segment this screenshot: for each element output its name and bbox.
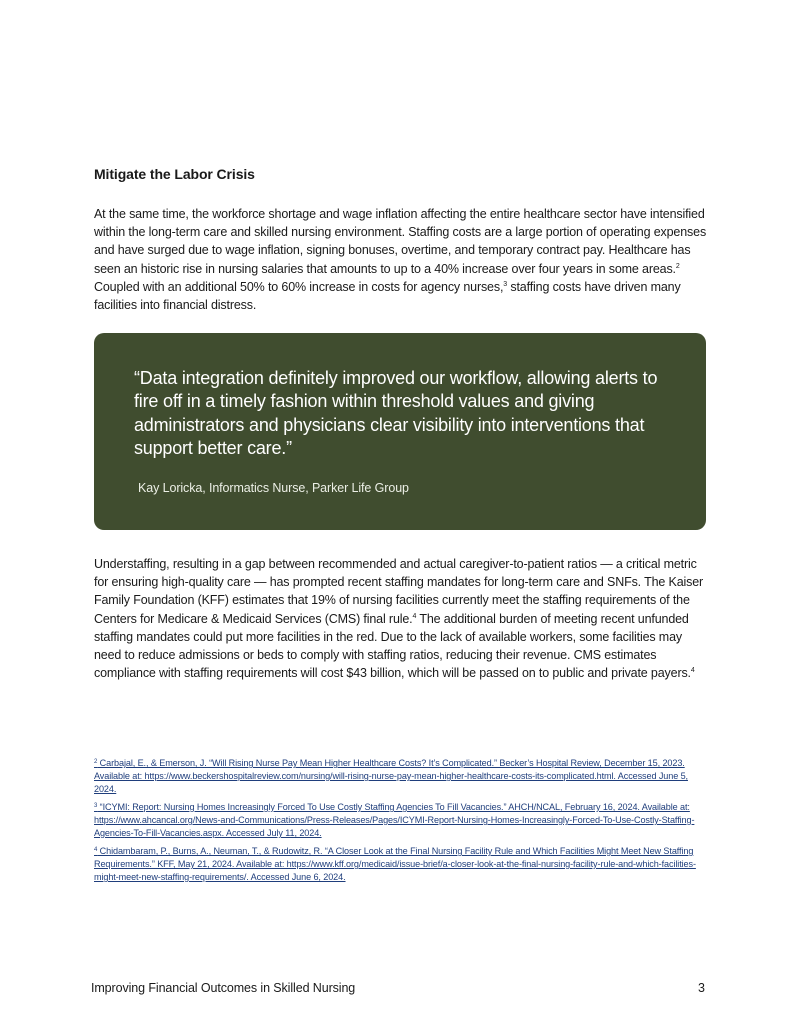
footnote-number: 3 <box>94 803 98 809</box>
paragraph-text: The additional burden of meeting recent unfunded staffing mandates could put more facilities in the red. Due to the lack of available workers, some facilities may need to reduce admissions or beds to comply with staffing ratios, reducing their revenue. CMS estimates compliance with staffing requirements will cost $43 billion, which will be passed on to public and private payers. <box>94 611 691 681</box>
footnote-text[interactable]: Chidambaram, P., Burns, A., Neuman, T., & Rudowitz, R. “A Closer Look at the Final Nursing Facility Rule and Which Facilities Might Meet New Staffing Requirements.” KFF, May 21, 2024. Available at: https://www.kff.org/medicaid/issue-brief/a-closer-look-at-the-final-nursing-facility-rule-and-which-facilities-might-meet-new-staffing-requirements/. Accessed June 6, 2024. <box>94 846 696 882</box>
pull-quote-box <box>94 333 706 530</box>
pull-quote-attribution: Kay Loricka, Informatics Nurse, Parker Life Group <box>138 481 409 495</box>
page-number: 3 <box>698 981 705 995</box>
body-paragraph-understaffing <box>94 555 708 682</box>
footnotes-list <box>94 757 708 889</box>
footnote-item[interactable] <box>94 801 708 840</box>
body-paragraph-staffing-costs <box>94 205 708 314</box>
paragraph-text: At the same time, the workforce shortage and wage inflation affecting the entire healthcare sector have intensified within the long-term care and skilled nursing environment. Staffing costs are a large portion of operating expenses and have surged due to wage inflation, signing bonuses, overtime, and temporary contract pay. Healthcare has seen an historic rise in nursing salaries that amounts to up to a 40% increase over four years in some areas. <box>94 207 707 276</box>
footnote-text[interactable]: Carbajal, E., & Emerson, J. “Will Rising Nurse Pay Mean Higher Healthcare Costs? It’s Complicated.” Becker’s Hospital Review, December 15, 2023. Available at: https://www.beckershospitalreview.com/nursing/will-rising-nurse-pay-mean-higher-healthcare-costs-its-complicated.html. Accessed June 5, 2024. <box>94 758 688 794</box>
footnote-item[interactable] <box>94 757 708 796</box>
footer-document-title: Improving Financial Outcomes in Skilled Nursing <box>91 981 356 995</box>
footnote-number: 4 <box>94 847 98 853</box>
footnote-text[interactable]: “ICYMI: Report: Nursing Homes Increasingly Forced To Use Costly Staffing Agencies To Fill Vacancies.” AHCH/NCAL, February 16, 2024. Available at: https://www.ahcancal.org/News-and-Communications/Press-Releases/Pages/ICYMI-Report-Nursing-Homes-Increasingly-Forced-To-Use-Costly-Staffing-Agencies-To-Fill-Vacancies.aspx. Accessed July 11, 2024. <box>94 802 695 838</box>
paragraph-text: staffing costs have driven many facilities into financial distress. <box>94 279 681 313</box>
section-heading: Mitigate the Labor Crisis <box>94 166 255 182</box>
footnote-ref[interactable]: 4 <box>690 667 695 675</box>
footnote-ref[interactable]: 3 <box>503 280 508 288</box>
pull-quote-text: “Data integration definitely improved our workflow, allowing alerts to fire off in a timely fashion within threshold values and giving administrators and physicians clear visibility into interventions that support better care.” <box>134 368 658 458</box>
paragraph-text: Understaffing, resulting in a gap between recommended and actual caregiver-to-patient ratios — a critical metric for ensuring high-quality care — has prompted recent staffing mandates for long-term care and SNFs. The Kaiser Family Foundation (KFF) estimates that 19% of nursing facilities currently meet the staffing requirements of the Centers for Medicare & Medicaid Services (CMS) final rule. <box>94 557 704 626</box>
footnote-item[interactable] <box>94 845 708 884</box>
footnote-number: 2 <box>94 759 98 765</box>
footnote-ref[interactable]: 2 <box>675 262 680 270</box>
paragraph-text: Coupled with an additional 50% to 60% increase in costs for agency nurses, <box>94 279 504 294</box>
footnote-ref[interactable]: 4 <box>412 612 417 620</box>
